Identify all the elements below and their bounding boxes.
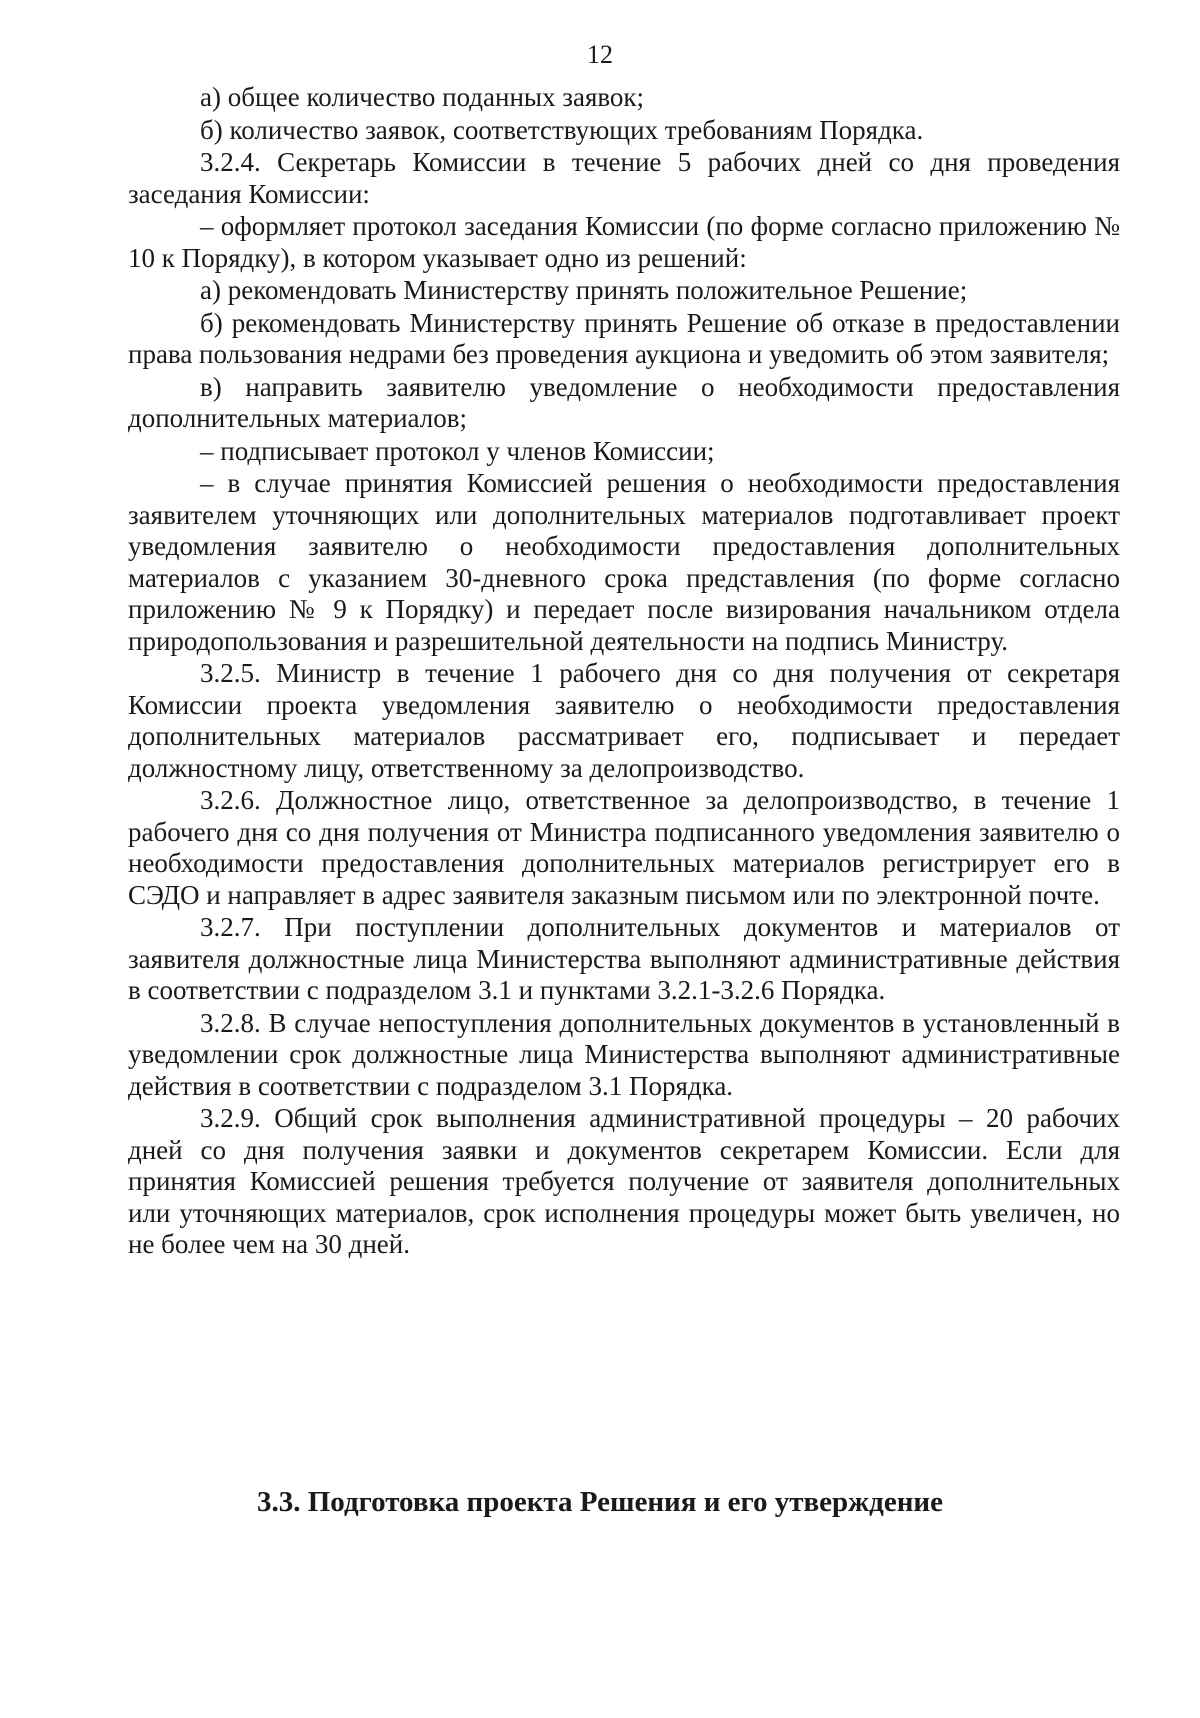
paragraph-dash-notice: – в случае принятия Комиссией решения о необходимости предоставления заявителем уточняющих или дополнительных материалов подготавливает проект уведомления заявителю о необходимости предоставления дополнительных материалов с указанием 30-дневного срока представления (по форме согласно приложению № 9 к Порядку) и передает после визирования начальником отдела природопользования и разрешительной деятельности на подпись Министру. xyxy=(128,468,1120,656)
paragraph-decision-c: в) направить заявителю уведомление о необходимости предоставления дополнительных материалов; xyxy=(128,371,1120,433)
document-body xyxy=(128,82,1120,1262)
paragraph-decision-b: б) рекомендовать Министерству принять Решение об отказе в предоставлении права пользования недрами без проведения аукциона и уведомить об этом заявителя; xyxy=(128,307,1120,369)
paragraph-3-2-9: 3.2.9. Общий срок выполнения административной процедуры – 20 рабочих дней со дня получения заявки и документов секретарем Комиссии. Если для принятия Комиссией решения требуется получение от заявителя дополнительных или уточняющих материалов, срок исполнения процедуры может быть увеличен, но не более чем на 30 дней. xyxy=(128,1103,1120,1259)
paragraph-3-2-6: 3.2.6. Должностное лицо, ответственное за делопроизводство, в течение 1 рабочего дня со дня получения от Министра подписанного уведомления заявителю о необходимости предоставления дополнительных материалов регистрирует его в СЭДО и направляет в адрес заявителя заказным письмом или по электронной почте. xyxy=(128,785,1120,910)
paragraph-3-2-7: 3.2.7. При поступлении дополнительных документов и материалов от заявителя должностные лица Министерства выполняют административные действия в соответствии с подразделом 3.1 и пунктами 3.2.1-3.2.6 Порядка. xyxy=(128,912,1120,1005)
paragraph-dash-protocol: – оформляет протокол заседания Комиссии (по форме согласно приложению № 10 к Порядку), в котором указывает одно из решений: xyxy=(128,211,1120,273)
section-heading: 3.3. Подготовка проекта Решения и его утверждение xyxy=(256,1486,943,1518)
paragraph-3-2-4: 3.2.4. Секретарь Комиссии в течение 5 рабочих дней со дня проведения заседания Комиссии: xyxy=(128,147,1120,209)
paragraph-3-2-8: 3.2.8. В случае непоступления дополнительных документов в установленный в уведомлении срок должностные лица Министерства выполняют административные действия в соответствии с подразделом 3.1 Порядка. xyxy=(128,1007,1120,1101)
paragraph-item-b: б) количество заявок, соответствующих требованиям Порядка. xyxy=(200,114,924,145)
paragraph-3-2-5: 3.2.5. Министр в течение 1 рабочего дня со дня получения от секретаря Комиссии проекта уведомления заявителю о необходимости предоставления дополнительных материалов рассматривает его, подписывает и передает должностному лицу, ответственному за делопроизводство. xyxy=(128,658,1120,783)
paragraph-dash-sign: – подписывает протокол у членов Комиссии; xyxy=(200,435,715,466)
page-number: 12 xyxy=(587,40,613,69)
paragraph-decision-a: а) рекомендовать Министерству принять положительное Решение; xyxy=(200,275,968,305)
paragraph-item-a: а) общее количество поданных заявок; xyxy=(200,82,645,112)
